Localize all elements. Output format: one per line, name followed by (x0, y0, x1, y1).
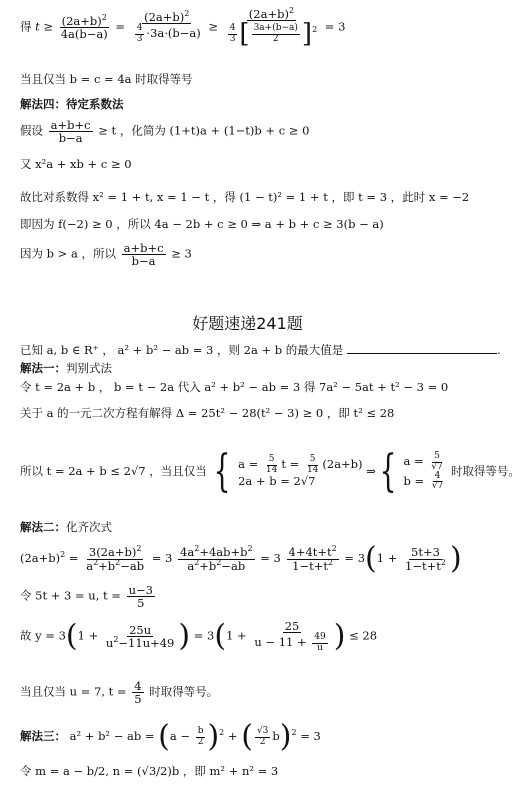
f-minus-two-line: 即因为 f(−2) ≥ 0 ，所以 4a − 2b + c ≥ 0 ⇒ a + b + c ≥ 3(b − a) (20, 217, 384, 231)
section-title: 好题速递241题 (192, 314, 303, 333)
assumption-line: 假设 $\frac{a+b+c}{b-a}$ ≥ t ，化简为 (1+t)a + (1−t)b + c ≥ 0 (20, 118, 310, 146)
method-4-heading: 解法四：待定系数法 (20, 97, 124, 111)
substitution-line: 令 5t + 3 = u, t = $\frac{u-3}{5}$ (20, 583, 153, 611)
problem-statement: 已知 a, b ∈ R⁺ ， a² + b² − ab = 3 ，则 2a + b 的最大值是 . (20, 343, 501, 357)
answer-blank (347, 343, 497, 354)
method-3-line: 解法三： a² + b² − ab = (a − $\frac{b}{2}$ )$^2$ + ( $\frac{√3}{2}$ b)$^2$ = 3 (20, 719, 321, 754)
equation-system: a = $\frac{5}{14}$ t = $\frac{5}{14}$ (2a+b) 2a + b = 2√7 (238, 454, 363, 489)
method-1-step-2: 关于 a 的一元二次方程有解得 Δ = 25t² − 28(t² − 3) ≥ 0 ，即 t² ≤ 28 (20, 406, 395, 420)
fraction: $\frac{(2a+b)^2}{4a(b-a)}$ (60, 13, 108, 42)
fraction: $(2a+b)^2$ $\frac{4}{3}$ ·3a·(b−a) (136, 9, 201, 44)
text-de: 得 (20, 19, 32, 34)
conclusion-line: 因为 b > a ，所以 $\frac{a+b+c}{b-a}$ ≥ 3 (20, 241, 192, 269)
solution-system: a = $\frac{5}{√7}$ b = $\frac{4}{√7}$ (403, 451, 444, 492)
method-1-step-3: 所以 t = 2a + b ≤ 2√7 ，当且仅当 { a = $\frac{5}{14}$ t = $\frac{5}{14}$ (2a+b) 2a + b = 2√7 ⇒{ a = $\frac{5}{√7}$ b = $\frac{4}{√7}$ 时取得等号。 (20, 446, 520, 497)
method-3-substitution: 令 m = a − b/2, n = (√3/2)b ，即 m² + n² = 3 (20, 764, 279, 778)
quadratic-line: 又 x²a + xb + c ≥ 0 (20, 157, 132, 171)
inequality-chain: 得 t ≥ $\frac{(2a+b)^2}{4a(b-a)}$ = $(2a+b)^2$ $\frac{4}{3}$ ·3a·(b−a) ≥ $(2a+b)^2$ $\frac{4}{3}$ [ $\frac{3a+(b-a)}{2}$ ]$^2$ = 3 (20, 6, 346, 50)
method-2-heading: 解法二：化齐次式 (20, 520, 112, 534)
equality-condition: 当且仅当 b = c = 4a 时取得等号 (20, 72, 193, 86)
homogeneous-expression: $(2a+b)^2$ = $\frac{3(2a+b)^2}{a^2+b^2-ab}$ = 3 $\frac{4a^2+4ab+b^2}{a^2+b^2-ab}$ = 3 $\frac{4+4t+t^2}{1-t+t^2}$ = 3(1 + $\frac{5t+3}{1-t+t^2}$ ) (20, 541, 462, 576)
bound-line: 故 y = 3(1 + $\frac{25u}{u^2-11u+49}$ ) = 3(1 + 25 u − 11 + $\frac{49}{u}$ ) ≤ 28 (20, 618, 378, 654)
method-1-step-1: 令 t = 2a + b ， b = t − 2a 代入 a² + b² − ab = 3 得 7a² − 5at + t² − 3 = 0 (20, 380, 449, 394)
method-1-heading: 解法一：判别式法 (20, 361, 112, 375)
fraction: $(2a+b)^2$ $\frac{4}{3}$ [ $\frac{3a+(b-a)}{2}$ ]$^2$ (229, 6, 318, 50)
coefficient-line: 故比对系数得 x² = 1 + t, x = 1 − t ，得 (1 − t)² = 1 + t ，即 t = 3 ，此时 x = −2 (20, 190, 470, 204)
method-2-equality: 当且仅当 u = 7, t = $\frac{4}{5}$ 时取得等号。 (20, 679, 219, 707)
